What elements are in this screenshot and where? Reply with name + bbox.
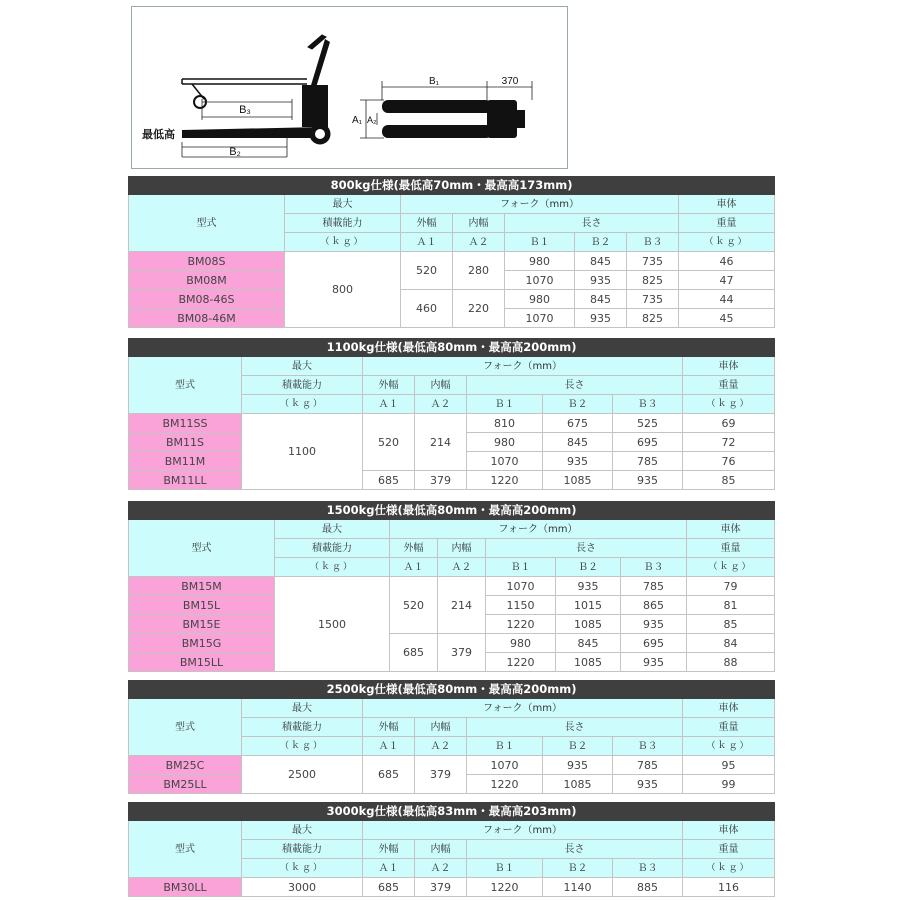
- capacity-cell: 2500: [242, 756, 363, 794]
- b3-cell: 785: [621, 577, 687, 596]
- header-fork: フォーク（mm）: [363, 357, 683, 376]
- header-b2: Ｂ２: [556, 558, 621, 577]
- model-cell: BM11M: [129, 452, 242, 471]
- header-length: 長さ: [505, 214, 679, 233]
- spec-table-1500kg: [128, 501, 775, 672]
- a1-cell: 685: [390, 634, 438, 672]
- weight-cell: 47: [679, 271, 775, 290]
- model-cell: BM11LL: [129, 471, 242, 490]
- capacity-cell: 1100: [242, 414, 363, 490]
- b1-cell: 980: [505, 290, 575, 309]
- header-capacity: 積載能力: [285, 214, 401, 233]
- b1-cell: 1150: [486, 596, 556, 615]
- weight-cell: 45: [679, 309, 775, 328]
- header-b2: Ｂ２: [543, 395, 613, 414]
- header-b3: Ｂ３: [613, 859, 683, 878]
- header-capacity: 積載能力: [242, 840, 363, 859]
- header-b2: Ｂ２: [575, 233, 627, 252]
- weight-cell: 116: [683, 878, 775, 897]
- b3-cell: 935: [621, 615, 687, 634]
- header-body: 車体: [687, 520, 775, 539]
- a2-cell: 379: [438, 634, 486, 672]
- capacity-cell: 3000: [242, 878, 363, 897]
- a1-cell: 520: [363, 414, 415, 471]
- header-a1: Ａ１: [363, 395, 415, 414]
- b2-cell: 935: [575, 271, 627, 290]
- label-b2: B₂: [229, 146, 241, 158]
- header-body: 車体: [679, 195, 775, 214]
- b3-cell: 825: [627, 309, 679, 328]
- header-capacity-unit: （ｋｇ）: [242, 737, 363, 756]
- b1-cell: 1220: [467, 878, 543, 897]
- header-body: 車体: [683, 357, 775, 376]
- capacity-cell: 800: [285, 252, 401, 328]
- weight-cell: 76: [683, 452, 775, 471]
- b2-cell: 675: [543, 414, 613, 433]
- header-body: 車体: [683, 699, 775, 718]
- table-title: 1500kg仕様(最低高80mm・最高高200mm): [129, 502, 775, 520]
- b2-cell: 935: [543, 452, 613, 471]
- weight-cell: 72: [683, 433, 775, 452]
- table-title: 800kg仕様(最低高70mm・最高高173mm): [129, 177, 775, 195]
- b1-cell: 980: [486, 634, 556, 653]
- b1-cell: 1220: [486, 615, 556, 634]
- b2-cell: 1085: [556, 653, 621, 672]
- b3-cell: 935: [621, 653, 687, 672]
- b2-cell: 1015: [556, 596, 621, 615]
- header-b1: Ｂ１: [505, 233, 575, 252]
- header-weight-unit: （ｋｇ）: [683, 395, 775, 414]
- header-inner-width: 内幅: [415, 376, 467, 395]
- header-inner-width: 内幅: [453, 214, 505, 233]
- top-view: [382, 100, 525, 138]
- header-a1: Ａ１: [363, 737, 415, 756]
- weight-cell: 99: [683, 775, 775, 794]
- header-a1: Ａ１: [401, 233, 453, 252]
- b1-cell: 1070: [486, 577, 556, 596]
- header-weight: 重量: [687, 539, 775, 558]
- b1-cell: 1220: [467, 775, 543, 794]
- header-max: 最大: [242, 821, 363, 840]
- header-weight: 重量: [683, 840, 775, 859]
- b1-cell: 980: [467, 433, 543, 452]
- b2-cell: 935: [575, 309, 627, 328]
- b2-cell: 1085: [543, 471, 613, 490]
- b1-cell: 810: [467, 414, 543, 433]
- model-cell: BM11SS: [129, 414, 242, 433]
- header-b1: Ｂ１: [467, 395, 543, 414]
- header-a2: Ａ２: [453, 233, 505, 252]
- b3-cell: 825: [627, 271, 679, 290]
- header-weight-unit: （ｋｇ）: [683, 859, 775, 878]
- header-a2: Ａ２: [438, 558, 486, 577]
- header-capacity-unit: （ｋｇ）: [242, 395, 363, 414]
- b1-cell: 1070: [467, 756, 543, 775]
- spec-table-3000kg: [128, 802, 775, 897]
- header-outer-width: 外幅: [363, 718, 415, 737]
- label-370: 370: [501, 76, 519, 87]
- weight-cell: 81: [687, 596, 775, 615]
- weight-cell: 85: [687, 615, 775, 634]
- header-capacity: 積載能力: [242, 376, 363, 395]
- a2-cell: 214: [438, 577, 486, 634]
- header-capacity: 積載能力: [242, 718, 363, 737]
- header-b2: Ｂ２: [543, 859, 613, 878]
- model-cell: BM15L: [129, 596, 275, 615]
- a2-cell: 280: [453, 252, 505, 290]
- a1-cell: 685: [363, 471, 415, 490]
- b2-cell: 935: [556, 577, 621, 596]
- a2-cell: 379: [415, 471, 467, 490]
- dimension-diagram: [131, 6, 568, 169]
- header-b3: Ｂ３: [613, 737, 683, 756]
- header-b1: Ｂ１: [486, 558, 556, 577]
- header-b1: Ｂ１: [467, 859, 543, 878]
- model-cell: BM25C: [129, 756, 242, 775]
- b1-cell: 1070: [505, 309, 575, 328]
- a1-cell: 685: [363, 878, 415, 897]
- header-fork: フォーク（mm）: [363, 821, 683, 840]
- label-a1: A₁: [352, 115, 363, 126]
- b2-cell: 845: [543, 433, 613, 452]
- header-fork: フォーク（mm）: [401, 195, 679, 214]
- capacity-cell: 1500: [275, 577, 390, 672]
- header-b3: Ｂ３: [613, 395, 683, 414]
- b1-cell: 1220: [467, 471, 543, 490]
- header-b3: Ｂ３: [621, 558, 687, 577]
- weight-cell: 69: [683, 414, 775, 433]
- model-cell: BM08-46M: [129, 309, 285, 328]
- model-cell: BM30LL: [129, 878, 242, 897]
- header-a2: Ａ２: [415, 859, 467, 878]
- header-model: 型式: [129, 520, 275, 577]
- b1-cell: 1220: [486, 653, 556, 672]
- header-outer-width: 外幅: [401, 214, 453, 233]
- header-weight: 重量: [683, 718, 775, 737]
- a1-cell: 685: [363, 756, 415, 794]
- header-outer-width: 外幅: [363, 840, 415, 859]
- weight-cell: 44: [679, 290, 775, 309]
- weight-cell: 95: [683, 756, 775, 775]
- header-length: 長さ: [467, 840, 683, 859]
- header-a2: Ａ２: [415, 737, 467, 756]
- header-inner-width: 内幅: [438, 539, 486, 558]
- header-b1: Ｂ１: [467, 737, 543, 756]
- b3-cell: 935: [613, 775, 683, 794]
- b3-cell: 785: [613, 452, 683, 471]
- model-cell: BM15G: [129, 634, 275, 653]
- b2-cell: 1140: [543, 878, 613, 897]
- header-weight-unit: （ｋｇ）: [683, 737, 775, 756]
- header-model: 型式: [129, 821, 242, 878]
- a2-cell: 379: [415, 756, 467, 794]
- header-max: 最大: [242, 699, 363, 718]
- weight-cell: 84: [687, 634, 775, 653]
- b3-cell: 695: [621, 634, 687, 653]
- model-cell: BM15M: [129, 577, 275, 596]
- b1-cell: 1070: [505, 271, 575, 290]
- label-b1: B₁: [428, 76, 440, 87]
- header-weight-unit: （ｋｇ）: [679, 233, 775, 252]
- a1-cell: 520: [401, 252, 453, 290]
- header-a2: Ａ２: [415, 395, 467, 414]
- model-cell: BM08M: [129, 271, 285, 290]
- b3-cell: 935: [613, 471, 683, 490]
- b2-cell: 845: [575, 290, 627, 309]
- header-capacity-unit: （ｋｇ）: [275, 558, 390, 577]
- b1-cell: 1070: [467, 452, 543, 471]
- weight-cell: 46: [679, 252, 775, 271]
- weight-cell: 85: [683, 471, 775, 490]
- header-inner-width: 内幅: [415, 840, 467, 859]
- header-weight: 重量: [679, 214, 775, 233]
- spec-table-800kg: [128, 176, 775, 328]
- b3-cell: 695: [613, 433, 683, 452]
- table-title: 2500kg仕様(最低高80mm・最高高200mm): [129, 681, 775, 699]
- b3-cell: 865: [621, 596, 687, 615]
- header-a1: Ａ１: [363, 859, 415, 878]
- model-cell: BM08S: [129, 252, 285, 271]
- header-weight-unit: （ｋｇ）: [687, 558, 775, 577]
- header-outer-width: 外幅: [390, 539, 438, 558]
- model-cell: BM25LL: [129, 775, 242, 794]
- header-model: 型式: [129, 357, 242, 414]
- table-title: 3000kg仕様(最低高83mm・最高高203mm): [129, 803, 775, 821]
- header-b2: Ｂ２: [543, 737, 613, 756]
- header-a1: Ａ１: [390, 558, 438, 577]
- weight-cell: 79: [687, 577, 775, 596]
- header-body: 車体: [683, 821, 775, 840]
- table-title: 1100kg仕様(最低高80mm・最高高200mm): [129, 339, 775, 357]
- b3-cell: 785: [613, 756, 683, 775]
- header-max: 最大: [275, 520, 390, 539]
- b3-cell: 735: [627, 290, 679, 309]
- header-max: 最大: [242, 357, 363, 376]
- model-cell: BM15LL: [129, 653, 275, 672]
- a1-cell: 460: [401, 290, 453, 328]
- b3-cell: 735: [627, 252, 679, 271]
- b2-cell: 1085: [556, 615, 621, 634]
- header-model: 型式: [129, 699, 242, 756]
- header-length: 長さ: [467, 718, 683, 737]
- header-max: 最大: [285, 195, 401, 214]
- b3-cell: 525: [613, 414, 683, 433]
- label-b3: B₃: [239, 104, 251, 116]
- weight-cell: 88: [687, 653, 775, 672]
- b2-cell: 845: [556, 634, 621, 653]
- b2-cell: 845: [575, 252, 627, 271]
- header-capacity-unit: （ｋｇ）: [285, 233, 401, 252]
- a1-cell: 520: [390, 577, 438, 634]
- label-min-height: 最低高: [142, 128, 175, 141]
- b3-cell: 885: [613, 878, 683, 897]
- spec-table-2500kg: [128, 680, 775, 794]
- header-fork: フォーク（mm）: [390, 520, 687, 539]
- model-cell: BM15E: [129, 615, 275, 634]
- a2-cell: 379: [415, 878, 467, 897]
- spec-table-1100kg: [128, 338, 775, 490]
- label-a2: A₂: [367, 115, 377, 125]
- header-model: 型式: [129, 195, 285, 252]
- header-inner-width: 内幅: [415, 718, 467, 737]
- header-length: 長さ: [467, 376, 683, 395]
- header-capacity-unit: （ｋｇ）: [242, 859, 363, 878]
- model-cell: BM08-46S: [129, 290, 285, 309]
- header-fork: フォーク（mm）: [363, 699, 683, 718]
- b2-cell: 1085: [543, 775, 613, 794]
- a2-cell: 220: [453, 290, 505, 328]
- a2-cell: 214: [415, 414, 467, 471]
- header-outer-width: 外幅: [363, 376, 415, 395]
- model-cell: BM11S: [129, 433, 242, 452]
- b1-cell: 980: [505, 252, 575, 271]
- pallet-truck-diagram: [132, 7, 567, 168]
- header-capacity: 積載能力: [275, 539, 390, 558]
- b2-cell: 935: [543, 756, 613, 775]
- header-weight: 重量: [683, 376, 775, 395]
- side-view: [182, 35, 330, 144]
- header-length: 長さ: [486, 539, 687, 558]
- header-b3: Ｂ３: [627, 233, 679, 252]
